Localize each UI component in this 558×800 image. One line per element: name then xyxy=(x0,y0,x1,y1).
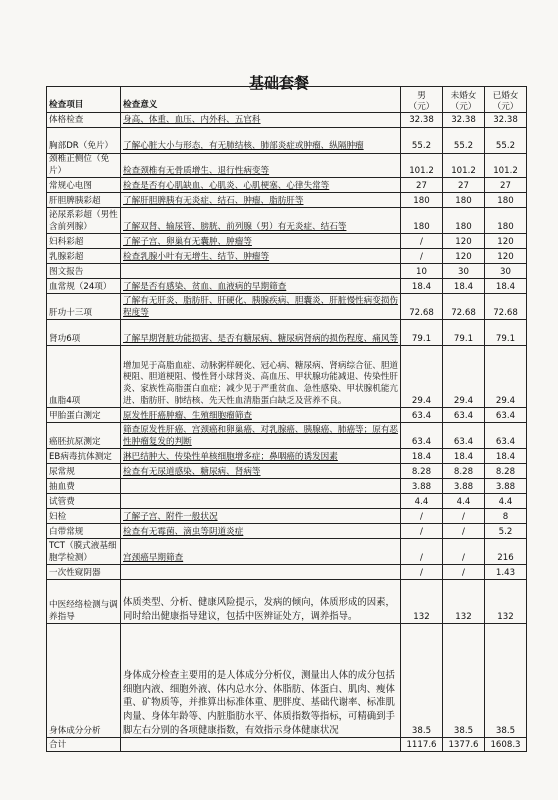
item-desc: 筛查原发性肝癌、宫颈癌和卵巢癌、对乳腺癌、胰腺癌、肺癌等；原有恶性肿瘤复发的判断 xyxy=(121,423,401,449)
price-unmarried: / xyxy=(443,539,485,565)
price-unmarried: 120 xyxy=(443,249,485,264)
table-row xyxy=(47,128,527,154)
price-married: 132 xyxy=(485,580,527,624)
price-male: 55.2 xyxy=(401,128,443,154)
item-desc: 身高、体重、血压、内外科、五官科 xyxy=(121,113,401,128)
price-male: 79.1 xyxy=(401,320,443,346)
item-name: 血常规（24项） xyxy=(47,279,121,294)
price-unmarried: 32.38 xyxy=(443,113,485,128)
item-desc: 了解早期肾脏功能损害、是否有糖尿病、糖尿病肾病的损伤程度、痛风等 xyxy=(121,320,401,346)
item-name: EB病毒抗体测定 xyxy=(47,449,121,464)
item-desc: 身体成分检查主要用的是人体成分分析仪，测量出人体的成分包括细胞内液、细胞外液、体内总水分、体脂肪、体蛋白、肌肉、瘦体重、矿物质等，并推算出标准体重、肥胖度、基础代谢率、标准肌肉量、身体年龄等、内脏脂肪水平、体质指数等指标，可精确到手脚左右分别的各项健康指数，有效指示身体健康状况 xyxy=(121,624,401,738)
price-married: 8.28 xyxy=(485,464,527,479)
price-married: 216 xyxy=(485,539,527,565)
item-desc: 体质类型、分析、健康风险提示，发病的倾向，体质形成的因素，同时给出健康指导建议，包括中医辨证处方，调养指导。 xyxy=(121,580,401,624)
total-row xyxy=(47,738,527,752)
price-male: 18.4 xyxy=(401,279,443,294)
price-male: 38.5 xyxy=(401,624,443,738)
header-meaning: 检查意义 xyxy=(121,87,401,113)
item-desc: 了解有无肝炎、脂肪肝、肝硬化、胰腺疾病、胆囊炎、肝脏慢性病变损伤程度等 xyxy=(121,294,401,320)
price-married: 30 xyxy=(485,264,527,279)
price-unmarried: 30 xyxy=(443,264,485,279)
price-male: 180 xyxy=(401,208,443,234)
price-married: 3.88 xyxy=(485,479,527,494)
table-row xyxy=(47,539,527,565)
item-desc xyxy=(121,479,401,494)
header-married: 已婚女 （元） xyxy=(485,87,527,113)
item-desc: 了解子宫、卵巢有无囊肿、肿瘤等 xyxy=(121,234,401,249)
item-name: 肾功6项 xyxy=(47,320,121,346)
price-married: 55.2 xyxy=(485,128,527,154)
price-married: 120 xyxy=(485,249,527,264)
total-label: 合计 xyxy=(47,738,121,752)
price-male: 72.68 xyxy=(401,294,443,320)
item-name: 甲胎蛋白测定 xyxy=(47,408,121,423)
price-unmarried: 29.4 xyxy=(443,346,485,408)
table-row xyxy=(47,193,527,208)
item-name: 肝功十三项 xyxy=(47,294,121,320)
price-married: 18.4 xyxy=(485,449,527,464)
item-desc: 检查有无尿道感染、糖尿病、肾病等 xyxy=(121,464,401,479)
price-male: / xyxy=(401,524,443,539)
price-unmarried: 120 xyxy=(443,234,485,249)
price-male: 18.4 xyxy=(401,449,443,464)
price-married: 63.4 xyxy=(485,423,527,449)
table-row xyxy=(47,479,527,494)
item-desc: 检查颈椎有无骨质增生、退行性病变等 xyxy=(121,154,401,178)
item-name: 图文报告 xyxy=(47,264,121,279)
price-male: 3.88 xyxy=(401,479,443,494)
price-male: / xyxy=(401,565,443,580)
price-married: 1.43 xyxy=(485,565,527,580)
page-title: 基础套餐 xyxy=(248,74,309,92)
price-male: 63.4 xyxy=(401,408,443,423)
price-male: 10 xyxy=(401,264,443,279)
item-desc: 检查有无霉菌、滴虫等阴道炎症 xyxy=(121,524,401,539)
table-row xyxy=(47,294,527,320)
item-desc: 原发性肝癌肿瘤、生殖细胞瘤筛查 xyxy=(121,408,401,423)
price-unmarried: 27 xyxy=(443,178,485,193)
price-unmarried: 63.4 xyxy=(443,408,485,423)
table-row xyxy=(47,624,527,738)
header-item: 检查项目 xyxy=(47,87,121,113)
table-row xyxy=(47,154,527,178)
total-married: 1608.3 xyxy=(485,738,527,752)
price-male: 180 xyxy=(401,193,443,208)
item-name: 身体成分分析 xyxy=(47,624,121,738)
price-married: 63.4 xyxy=(485,408,527,423)
table-row xyxy=(47,580,527,624)
table-row xyxy=(47,565,527,580)
item-name: TCT（膜式液基细胞学检测） xyxy=(47,539,121,565)
item-name: 癌胚抗原测定 xyxy=(47,423,121,449)
price-married: 72.68 xyxy=(485,294,527,320)
item-desc: 检查乳腺小叶有无增生、结节、肿瘤等 xyxy=(121,249,401,264)
table-row xyxy=(47,464,527,479)
price-unmarried: 55.2 xyxy=(443,128,485,154)
table-row xyxy=(47,264,527,279)
item-desc xyxy=(121,565,401,580)
item-name: 颈椎正侧位（免片） xyxy=(47,154,121,178)
price-married: 79.1 xyxy=(485,320,527,346)
item-name: 胸部DR（免片） xyxy=(47,128,121,154)
price-male: / xyxy=(401,249,443,264)
table-row xyxy=(47,524,527,539)
item-desc xyxy=(121,264,401,279)
table-row xyxy=(47,449,527,464)
price-married: 4.4 xyxy=(485,494,527,509)
price-married: 120 xyxy=(485,234,527,249)
item-name: 泌尿系彩超（男性含前列腺） xyxy=(47,208,121,234)
item-name: 肝胆脾胰彩超 xyxy=(47,193,121,208)
item-name: 尿常规 xyxy=(47,464,121,479)
table-row xyxy=(47,178,527,193)
table-row xyxy=(47,346,527,408)
price-male: / xyxy=(401,539,443,565)
table-row xyxy=(47,494,527,509)
table-row xyxy=(47,234,527,249)
item-desc: 了解子宫、附件一般状况 xyxy=(121,509,401,524)
price-male: / xyxy=(401,509,443,524)
item-name: 妇科彩超 xyxy=(47,234,121,249)
item-name: 乳腺彩超 xyxy=(47,249,121,264)
table-row xyxy=(47,509,527,524)
price-unmarried: / xyxy=(443,524,485,539)
price-married: 5.2 xyxy=(485,524,527,539)
item-desc: 了解是否有感染、贫血、血液病的早期筛查 xyxy=(121,279,401,294)
table-row xyxy=(47,249,527,264)
price-unmarried: 63.4 xyxy=(443,423,485,449)
price-unmarried: 72.68 xyxy=(443,294,485,320)
item-desc: 淋巴结肿大、传染性单核细胞增多症；鼻咽癌的诱发因素 xyxy=(121,449,401,464)
price-unmarried: 79.1 xyxy=(443,320,485,346)
table-row xyxy=(47,113,527,128)
price-married: 29.4 xyxy=(485,346,527,408)
table-row xyxy=(47,423,527,449)
price-male: 101.2 xyxy=(401,154,443,178)
item-name: 一次性窥阴器 xyxy=(47,565,121,580)
price-married: 8 xyxy=(485,509,527,524)
item-desc: 了解双肾、输尿管、膀胱、前列腺（男）有无炎症、结石等 xyxy=(121,208,401,234)
item-name: 妇检 xyxy=(47,509,121,524)
item-desc: 了解心脏大小与形态，有无肺结核、肺部炎症或肿瘤、纵隔肿瘤 xyxy=(121,128,401,154)
price-male: 32.38 xyxy=(401,113,443,128)
item-desc xyxy=(121,494,401,509)
price-unmarried: 132 xyxy=(443,580,485,624)
price-married: 38.5 xyxy=(485,624,527,738)
item-name: 白带常规 xyxy=(47,524,121,539)
header-male: 男 （元） xyxy=(401,87,443,113)
table-row xyxy=(47,208,527,234)
item-name: 常规心电图 xyxy=(47,178,121,193)
item-desc: 检查是否有心肌缺血、心肌炎、心肌梗塞、心律失常等 xyxy=(121,178,401,193)
price-married: 180 xyxy=(485,208,527,234)
item-name: 体格检查 xyxy=(47,113,121,128)
price-married: 18.4 xyxy=(485,279,527,294)
item-name: 血脂4项 xyxy=(47,346,121,408)
table-row xyxy=(47,320,527,346)
price-unmarried: 18.4 xyxy=(443,279,485,294)
price-unmarried: 180 xyxy=(443,193,485,208)
total-male: 1117.6 xyxy=(401,738,443,752)
package-table xyxy=(46,86,527,752)
price-unmarried: 180 xyxy=(443,208,485,234)
price-unmarried: 4.4 xyxy=(443,494,485,509)
item-desc: 了解肝胆脾胰有无炎症、结石、肿瘤、脂肪肝等 xyxy=(121,193,401,208)
price-male: / xyxy=(401,234,443,249)
price-male: 27 xyxy=(401,178,443,193)
price-unmarried: 101.2 xyxy=(443,154,485,178)
price-unmarried: 8.28 xyxy=(443,464,485,479)
price-married: 27 xyxy=(485,178,527,193)
price-married: 180 xyxy=(485,193,527,208)
item-name: 试管费 xyxy=(47,494,121,509)
item-name: 中医经络检测与调养指导 xyxy=(47,580,121,624)
table-row xyxy=(47,408,527,423)
price-married: 32.38 xyxy=(485,113,527,128)
price-male: 4.4 xyxy=(401,494,443,509)
price-male: 29.4 xyxy=(401,346,443,408)
price-unmarried: 18.4 xyxy=(443,449,485,464)
price-unmarried: 3.88 xyxy=(443,479,485,494)
price-unmarried: 38.5 xyxy=(443,624,485,738)
price-male: 63.4 xyxy=(401,423,443,449)
total-unmarried: 1377.6 xyxy=(443,738,485,752)
price-unmarried: / xyxy=(443,565,485,580)
item-name: 抽血费 xyxy=(47,479,121,494)
item-desc: 增加见于高脂血症、动脉粥样硬化、冠心病、糖尿病、肾病综合征、胆道梗阻、胆道梗阻、慢性肾小球肾炎、高血压、甲状腺功能减退、传染性肝炎、家族性高脂蛋白血症；减少见于严重贫血、急性感染、甲状腺机能亢进、脂肪肝、肺结核、先天性血清脂蛋白缺乏及营养不良。 xyxy=(121,346,401,408)
price-unmarried: / xyxy=(443,509,485,524)
price-married: 101.2 xyxy=(485,154,527,178)
item-desc: 宫颈癌早期筛查 xyxy=(121,539,401,565)
header-unmarried: 未婚女 （元） xyxy=(443,87,485,113)
price-male: 8.28 xyxy=(401,464,443,479)
price-male: 132 xyxy=(401,580,443,624)
header-row xyxy=(47,87,527,113)
table-row xyxy=(47,279,527,294)
total-desc xyxy=(121,738,401,752)
